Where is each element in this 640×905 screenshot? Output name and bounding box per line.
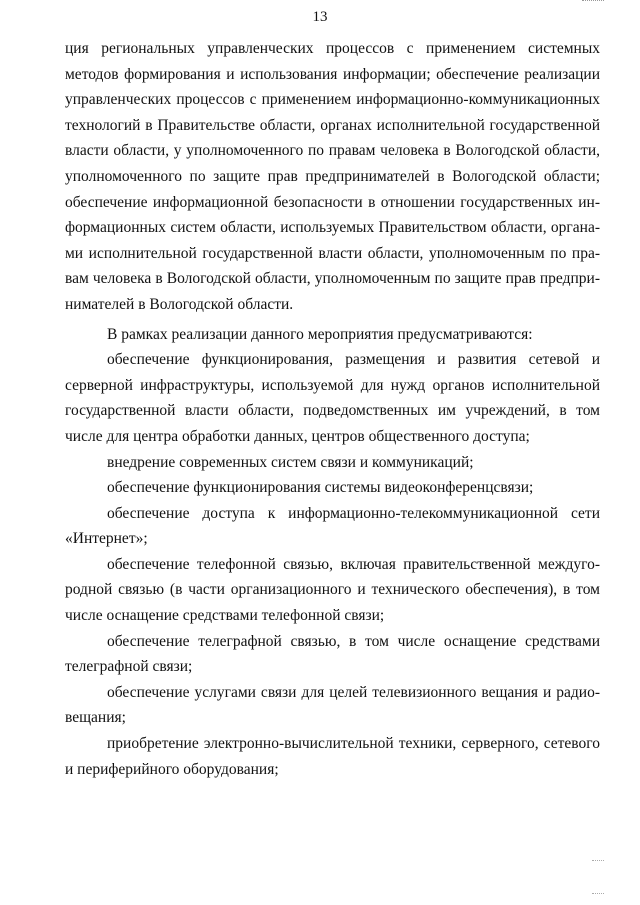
paragraph-continuation: ция региональных управленческих процессов с применением системных методов формирования и использования информации; обеспечение реализации управленческих процессов с применением информационно-коммуникационных технологий в Правительстве области, органах исполнительной государственной власти области, у уполномоченного по правам человека в Вологодской области, уполномоченного по защите прав предпринимателей в Вологодской области; обеспечение информационной безопасности в отношении государственных информационных систем области, используемых Правительством области, органами исполнительной государственной власти области, уполномоченным по правам человека в Вологодской области, уполномоченным по защите прав предпринимателей в Вологодской области. <box>65 40 600 313</box>
scan-edge-mark <box>592 860 604 863</box>
paragraph-item: обеспечение доступа к информационно-телекоммуникационной сети «Интернет»; <box>65 504 600 548</box>
paragraph-item: обеспечение телефонной связью, включая правительственной междугородной связью (в части организационного и технического обеспечения), в том числе оснащение средствами телефонной связи; <box>65 555 600 625</box>
scan-corner-mark <box>582 0 604 3</box>
paragraph-item: внедрение современных систем связи и коммуникаций; <box>107 453 474 471</box>
paragraph-item: обеспечение телеграфной связью, в том числе оснащение средствами телеграфной связи; <box>65 632 600 676</box>
paragraph-intro: В рамках реализации данного мероприятия предусматриваются: <box>107 325 533 343</box>
page-number: 13 <box>312 9 328 25</box>
paragraph-item: обеспечение функционирования системы видеоконференцсвязи; <box>107 479 534 497</box>
paragraph-item: обеспечение функционирования, размещения и развития сетевой и серверной инфраструктуры, используемой для нужд органов исполнительной государственной власти области, подведомственных им учреждений, в том числе для центра обработки данных, центров общественного доступа; <box>65 351 600 445</box>
paragraph-item: обеспечение услугами связи для целей телевизионного вещания и радиовещания; <box>65 683 600 727</box>
paragraph-item: приобретение электронно-вычислительной техники, серверного, сетевого и периферийного оборудования; <box>65 735 600 778</box>
scan-edge-mark <box>592 893 604 896</box>
document-body <box>65 36 600 782</box>
